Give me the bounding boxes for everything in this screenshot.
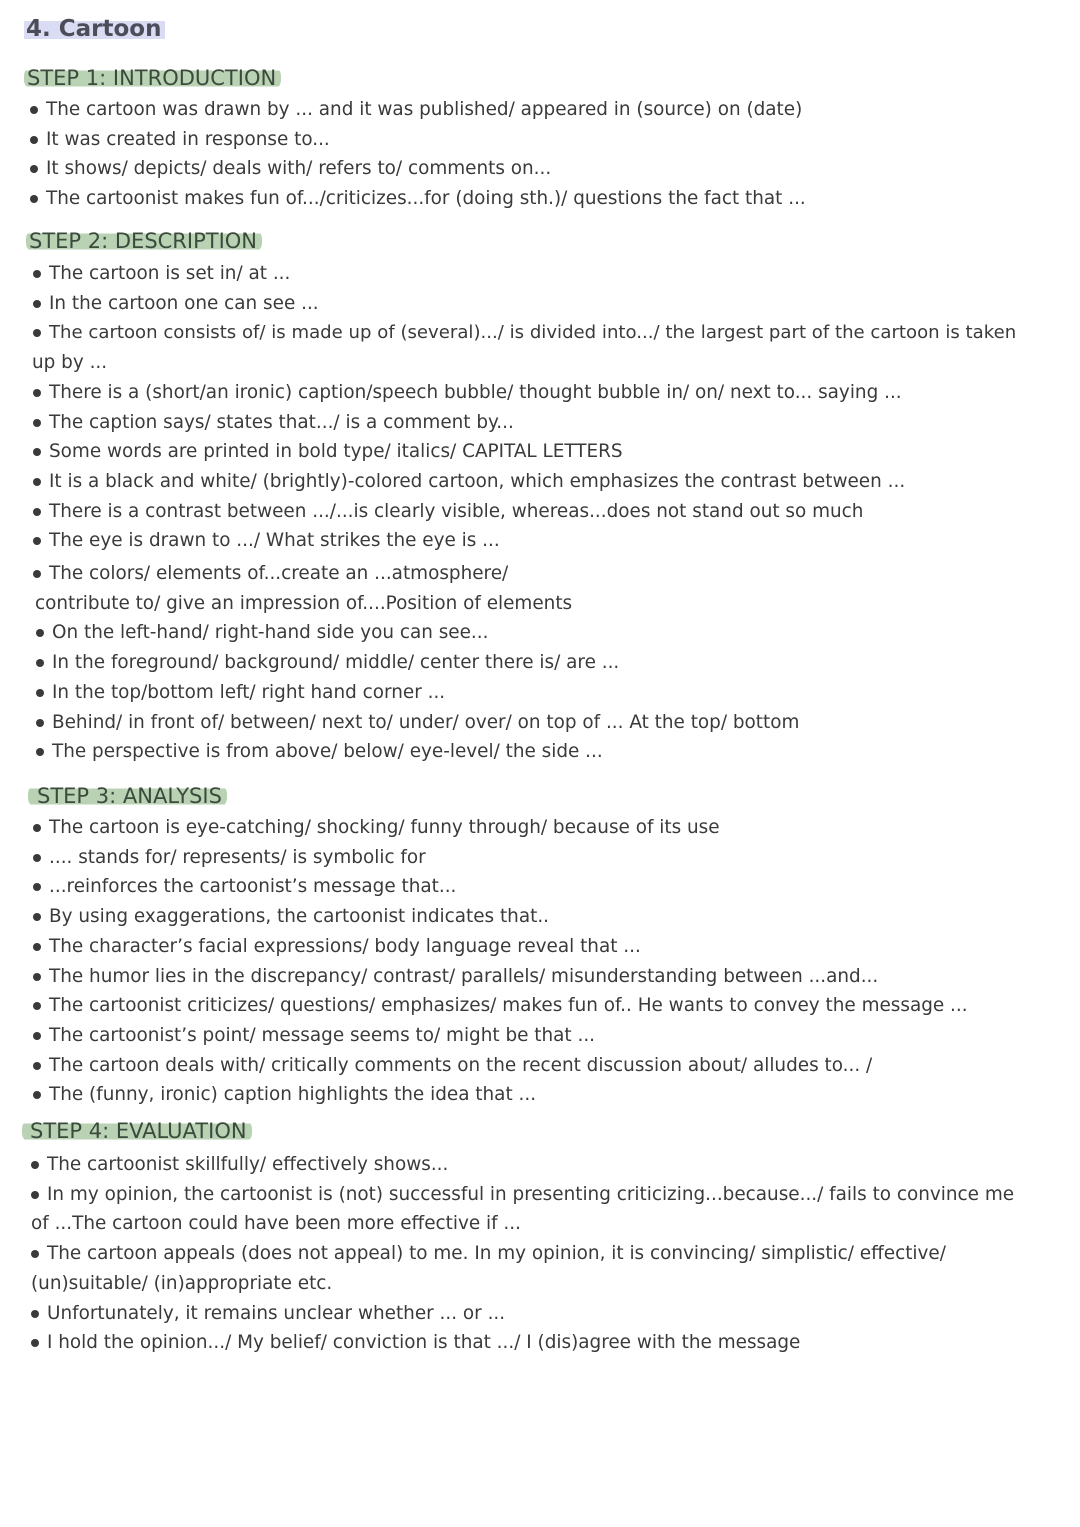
- list-item: The cartoon is eye-catching/ shocking/ funny through/ because of its use: [33, 813, 1076, 843]
- bullet-icon: [33, 329, 41, 337]
- bullet-icon: [30, 195, 38, 203]
- list-item-continuation: of ...The cartoon could have been more effective if ...: [31, 1213, 521, 1235]
- bullet-icon: [33, 389, 41, 397]
- bullet-icon: [36, 719, 44, 727]
- bullet-icon: [33, 570, 41, 578]
- bullet-icon: [30, 165, 38, 173]
- list-item: The cartoonist’s point/ message seems to/ might be that ...: [33, 1021, 1076, 1051]
- list-item: In the top/bottom left/ right hand corner ...: [33, 678, 1076, 708]
- bullet-icon: [30, 106, 38, 114]
- section-heading-analysis: STEP 3: ANALYSIS: [28, 784, 227, 808]
- list-item: The cartoon appeals (does not appeal) to me. In my opinion, it is convincing/ simplistic/ effective/: [31, 1239, 1076, 1269]
- bullet-icon: [31, 1339, 39, 1347]
- list-item-continuation: contribute to/ give an impression of....Position of elements: [35, 592, 573, 614]
- list-item-continuation: (un)suitable/ (in)appropriate etc.: [31, 1272, 333, 1294]
- list-item: There is a (short/an ironic) caption/speech bubble/ thought bubble in/ on/ next to... saying ...: [33, 378, 1076, 408]
- list-item: There is a contrast between .../...is clearly visible, whereas...does not stand out so much: [33, 497, 1076, 527]
- list-item: The cartoonist criticizes/ questions/ emphasizes/ makes fun of.. He wants to convey the message ...: [33, 991, 1076, 1021]
- bullet-icon: [33, 943, 41, 951]
- bullet-icon: [33, 537, 41, 545]
- section-heading-description: STEP 2: DESCRIPTION: [26, 229, 262, 253]
- list-item: It was created in response to...: [30, 125, 1076, 155]
- list-item: The cartoonist makes fun of.../criticizes...for (doing sth.)/ questions the fact that ...: [30, 184, 1076, 214]
- analysis-list: [33, 813, 1076, 1110]
- section-heading-introduction: STEP 1: INTRODUCTION: [24, 66, 281, 90]
- list-item: The cartoon was drawn by ... and it was published/ appeared in (source) on (date): [30, 95, 1076, 125]
- bullet-icon: [31, 1161, 39, 1169]
- list-item: .... stands for/ represents/ is symbolic for: [33, 843, 1076, 873]
- bullet-icon: [33, 1091, 41, 1099]
- list-item: In the cartoon one can see ...: [33, 289, 1076, 319]
- list-item: It is a black and white/ (brightly)-colored cartoon, which emphasizes the contrast between ...: [33, 467, 1076, 497]
- bullet-icon: [33, 1002, 41, 1010]
- list-item: The colors/ elements of...create an ...atmosphere/: [33, 559, 1076, 589]
- list-item: Some words are printed in bold type/ italics/ CAPITAL LETTERS: [33, 437, 1076, 467]
- page-title: 4. Cartoon: [24, 16, 165, 42]
- list-item: The cartoon deals with/ critically comments on the recent discussion about/ alludes to... /: [33, 1051, 1076, 1081]
- description-list: [33, 259, 1076, 767]
- bullet-icon: [33, 419, 41, 427]
- bullet-icon: [36, 629, 44, 637]
- list-item: I hold the opinion.../ My belief/ conviction is that .../ I (dis)agree with the message: [31, 1328, 1076, 1358]
- introduction-list: [30, 95, 1076, 214]
- bullet-icon: [33, 478, 41, 486]
- section-heading-evaluation: STEP 4: EVALUATION: [22, 1119, 252, 1143]
- list-item: The caption says/ states that.../ is a comment by...: [33, 408, 1076, 438]
- bullet-icon: [33, 883, 41, 891]
- list-item: Unfortunately, it remains unclear whether ... or ...: [31, 1299, 1076, 1329]
- list-item: The perspective is from above/ below/ eye-level/ the side ...: [33, 737, 1076, 767]
- list-item: Behind/ in front of/ between/ next to/ under/ over/ on top of ... At the top/ bottom: [33, 708, 1076, 738]
- list-item: The (funny, ironic) caption highlights the idea that ...: [33, 1080, 1076, 1110]
- bullet-icon: [31, 1191, 39, 1199]
- bullet-icon: [36, 748, 44, 756]
- bullet-icon: [33, 270, 41, 278]
- bullet-icon: [33, 1032, 41, 1040]
- bullet-icon: [36, 659, 44, 667]
- bullet-icon: [36, 689, 44, 697]
- list-item: By using exaggerations, the cartoonist indicates that..: [33, 902, 1076, 932]
- list-item: It shows/ depicts/ deals with/ refers to/ comments on...: [30, 154, 1076, 184]
- bullet-icon: [33, 973, 41, 981]
- bullet-icon: [33, 854, 41, 862]
- list-item: The cartoon is set in/ at ...: [33, 259, 1076, 289]
- bullet-icon: [33, 300, 41, 308]
- list-item: The cartoonist skillfully/ effectively shows...: [31, 1150, 1076, 1180]
- list-item: In the foreground/ background/ middle/ center there is/ are ...: [33, 648, 1076, 678]
- evaluation-list: [31, 1150, 1076, 1358]
- bullet-icon: [33, 1062, 41, 1070]
- list-item: The eye is drawn to .../ What strikes the eye is ...: [33, 526, 1076, 556]
- bullet-icon: [33, 824, 41, 832]
- bullet-icon: [33, 508, 41, 516]
- list-item: ...reinforces the cartoonist’s message that...: [33, 872, 1076, 902]
- list-item: The humor lies in the discrepancy/ contrast/ parallels/ misunderstanding between ...and...: [33, 962, 1076, 992]
- bullet-icon: [31, 1250, 39, 1258]
- bullet-icon: [33, 913, 41, 921]
- list-item-continuation: up by ...: [32, 352, 108, 374]
- bullet-icon: [30, 136, 38, 144]
- bullet-icon: [33, 448, 41, 456]
- list-item: On the left-hand/ right-hand side you can see...: [33, 618, 1076, 648]
- bullet-icon: [31, 1310, 39, 1318]
- list-item: The character’s facial expressions/ body language reveal that ...: [33, 932, 1076, 962]
- list-item: In my opinion, the cartoonist is (not) successful in presenting criticizing...because.../ fails to convince me: [31, 1180, 1076, 1210]
- list-item: The cartoon consists of/ is made up of (several).../ is divided into.../ the largest part of the cartoon is taken: [33, 318, 1076, 348]
